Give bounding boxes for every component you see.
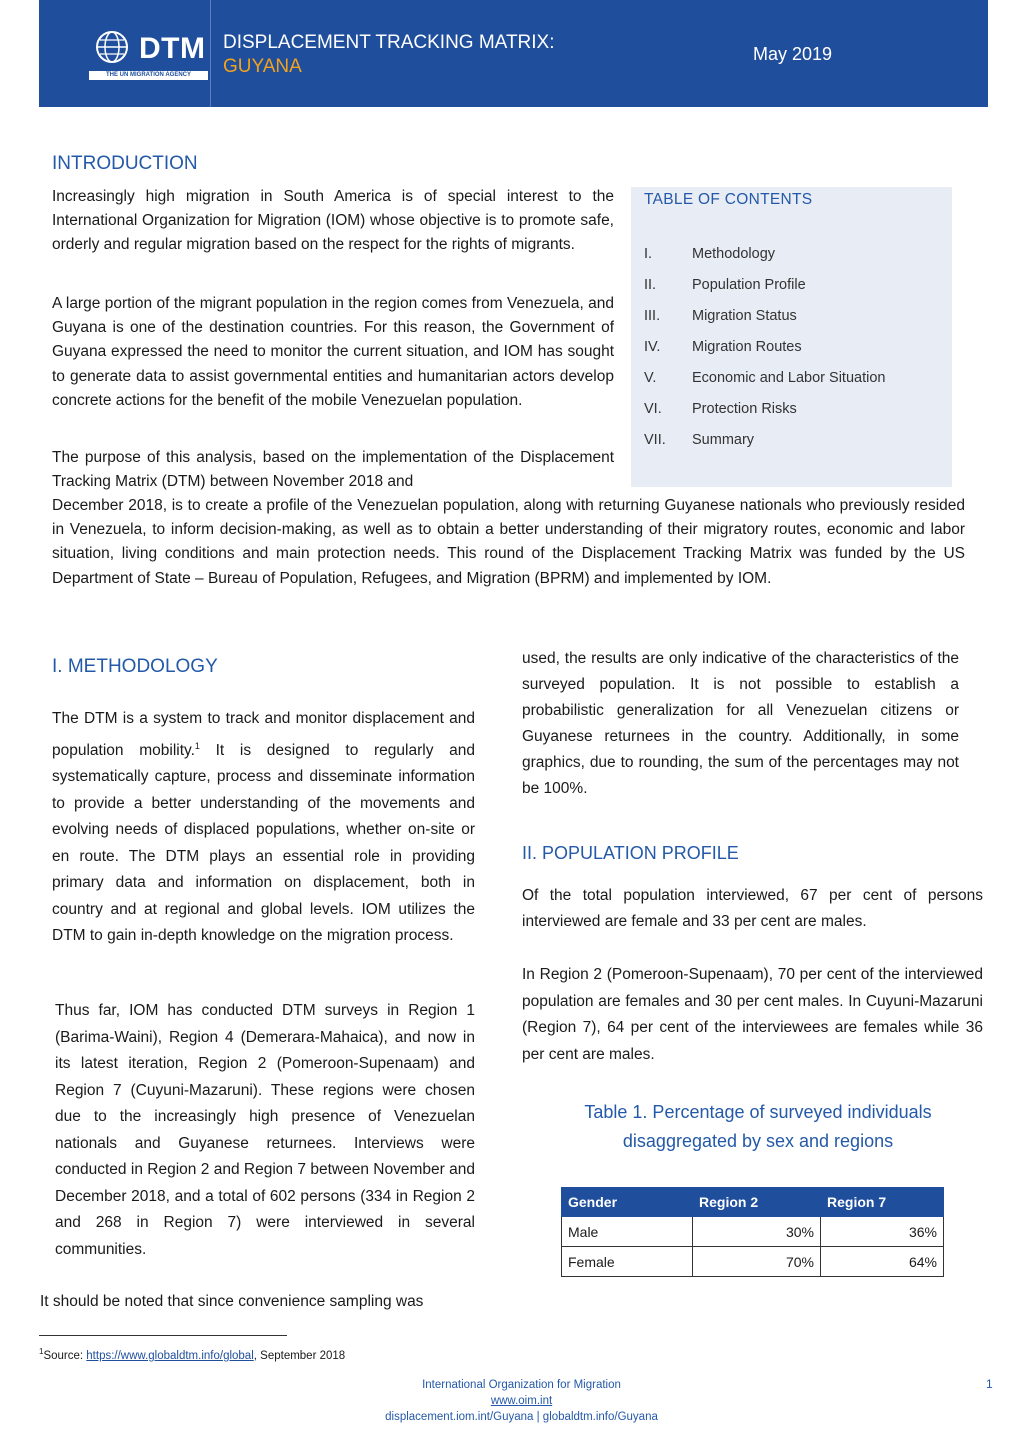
footnote-suffix: , September 2018 xyxy=(253,1349,346,1362)
table-cell: Male xyxy=(562,1217,693,1247)
footnote-prefix: Source: xyxy=(43,1349,87,1362)
toc-item-number: I. xyxy=(644,246,653,262)
footnote-reference[interactable]: 1 xyxy=(194,740,200,751)
introduction-heading: INTRODUCTION xyxy=(52,153,198,174)
introduction-paragraph-3-rest: December 2018, is to create a profile of the Venezuelan population, along with returning Guyanese nationals who previously resided in Venezuela, to inform decision-making, as well as to obtain a better understanding of their migratory routes, economic and labor situation, living conditions and main protection needs. This round of the Displacement Tracking Matrix was funded by the US Department of State – Bureau of Population, Refugees, and Migration (BPRM) and implemented by IOM. xyxy=(52,497,965,587)
toc-item-number: VI. xyxy=(644,401,662,417)
footer-links[interactable]: displacement.iom.int/Guyana | globaldtm.info/Guyana xyxy=(385,1411,658,1423)
page-footer xyxy=(330,1377,713,1425)
toc-item[interactable] xyxy=(644,432,885,463)
report-header xyxy=(39,0,988,107)
table-cell: 70% xyxy=(693,1247,821,1277)
column-header: Gender xyxy=(562,1188,693,1217)
methodology-paragraph-1 xyxy=(52,706,475,950)
toc-item-number: IV. xyxy=(644,339,661,355)
toc-item-number: II. xyxy=(644,277,657,293)
footnote-marker: 1 xyxy=(39,1347,44,1356)
footer-website-link[interactable]: www.oim.int xyxy=(490,1395,553,1407)
report-title: DISPLACEMENT TRACKING MATRIX: xyxy=(223,32,555,53)
methodology-text-a: The DTM is a system to track and monitor displacement and population mobility. xyxy=(52,710,475,759)
toc-item[interactable] xyxy=(644,308,885,339)
methodology-text-b: It is designed to regularly and systematically capture, process and disseminate information to provide a better understanding of the movements and evolving needs of displaced populations, whether on-site or en route. The DTM plays an essential role in providing primary data and information on displacement, both in country and at regional and global levels. IOM utilizes the DTM to gain in-depth knowledge on the migration process. xyxy=(52,741,475,945)
introduction-paragraph-3-start: The purpose of this analysis, based on the implementation of the Displacement Tracking Matrix (DTM) between November 2018 and xyxy=(52,449,614,491)
methodology-paragraph-3-cont: used, the results are only indicative of the characteristics of the surveyed population. It is not possible to establish a probabilistic generalization for all Venezuelan citizens or Guyanese returnees in the country. Additionally, in some graphics, due to rounding, the sum of the percentages may not be 100%. xyxy=(522,650,959,797)
toc-list xyxy=(644,246,885,463)
toc-item[interactable] xyxy=(644,370,885,401)
toc-item-label: Migration Routes xyxy=(692,339,802,355)
toc-item-label: Migration Status xyxy=(692,308,797,324)
methodology-paragraph-2: Thus far, IOM has conducted DTM surveys in Region 1 (Barima-Waini), Region 4 (Demerara-Mahaica), and now in its latest iteration, Region 2 (Pomeroon-Supenaam) and Region 7 (Cuyuni-Mazaruni). These regions were chosen due to the increasingly high presence of Venezuelan nationals and Guyanese returnees. Interviews were conducted in Region 2 and Region 7 between November and December 2018, and a total of 602 persons (334 in Region 2 and 268 in Region 7) were interviewed in several communities. xyxy=(55,1002,475,1258)
table-row xyxy=(562,1217,944,1247)
iom-dtm-logo xyxy=(95,30,209,82)
page-number: 1 xyxy=(986,1377,993,1391)
toc-title: TABLE OF CONTENTS xyxy=(644,191,813,208)
table-cell: 30% xyxy=(693,1217,821,1247)
toc-item[interactable] xyxy=(644,401,885,432)
footnote xyxy=(39,1347,345,1362)
footnote-link[interactable]: https://www.globaldtm.info/global xyxy=(86,1349,254,1362)
table-cell: 36% xyxy=(821,1217,944,1247)
logo-tagline: THE UN MIGRATION AGENCY xyxy=(89,71,208,80)
table-of-contents xyxy=(631,187,952,487)
introduction-paragraph-2: A large portion of the migrant population in the region comes from Venezuela, and Guyana is one of the destination countries. For this reason, the Government of Guyana expressed the need to monitor the current situation, and IOM has sought to generate data to assist governmental entities and humanitarian actors develop concrete actions for the benefit of the mobile Venezuelan population. xyxy=(52,295,614,409)
table-cell: 64% xyxy=(821,1247,944,1277)
introduction-paragraph-1: Increasingly high migration in South America is of special interest to the International Organization for Migration (IOM) whose objective is to promote safe, orderly and regular migration based on the respect for the rights of migrants. xyxy=(52,188,614,254)
toc-item-number: VII. xyxy=(644,432,666,448)
toc-item[interactable] xyxy=(644,277,885,308)
population-profile-heading: II. POPULATION PROFILE xyxy=(522,843,739,863)
gender-region-table xyxy=(561,1187,944,1277)
toc-item-label: Population Profile xyxy=(692,277,806,293)
column-header: Region 2 xyxy=(693,1188,821,1217)
population-paragraph-1: Of the total population interviewed, 67 per cent of persons interviewed are female and 33 per cent are males. xyxy=(522,887,983,930)
table-header-row xyxy=(562,1188,944,1217)
toc-item-label: Methodology xyxy=(692,246,776,262)
methodology-heading: I. METHODOLOGY xyxy=(52,656,218,677)
population-paragraph-2: In Region 2 (Pomeroon-Supenaam), 70 per cent of the interviewed population are females and 30 per cent males. In Cuyuni-Mazaruni (Region 7), 64 per cent of the interviewees are females while 36 per cent are males. xyxy=(522,966,983,1063)
column-header: Region 7 xyxy=(821,1188,944,1217)
report-country: GUYANA xyxy=(223,56,302,77)
toc-item-label: Protection Risks xyxy=(692,401,797,417)
toc-item-label: Summary xyxy=(692,432,755,448)
footnote-rule xyxy=(39,1335,287,1336)
table-row xyxy=(562,1247,944,1277)
toc-item-number: III. xyxy=(644,308,661,324)
toc-item-number: V. xyxy=(644,370,657,386)
methodology-paragraph-3-start: It should be noted that since convenience sampling was xyxy=(40,1293,424,1310)
table-cell: Female xyxy=(562,1247,693,1277)
un-globe-icon xyxy=(95,30,129,64)
report-date: May 2019 xyxy=(753,44,833,64)
toc-item[interactable] xyxy=(644,339,885,370)
footer-organization: International Organization for Migration xyxy=(422,1379,621,1391)
table-caption: Table 1. Percentage of surveyed individuals disaggregated by sex and regions xyxy=(584,1102,932,1151)
toc-item[interactable] xyxy=(644,246,885,277)
header-divider xyxy=(210,0,211,107)
toc-item-label: Economic and Labor Situation xyxy=(692,370,886,386)
dtm-logo-text: DTM xyxy=(139,32,206,65)
